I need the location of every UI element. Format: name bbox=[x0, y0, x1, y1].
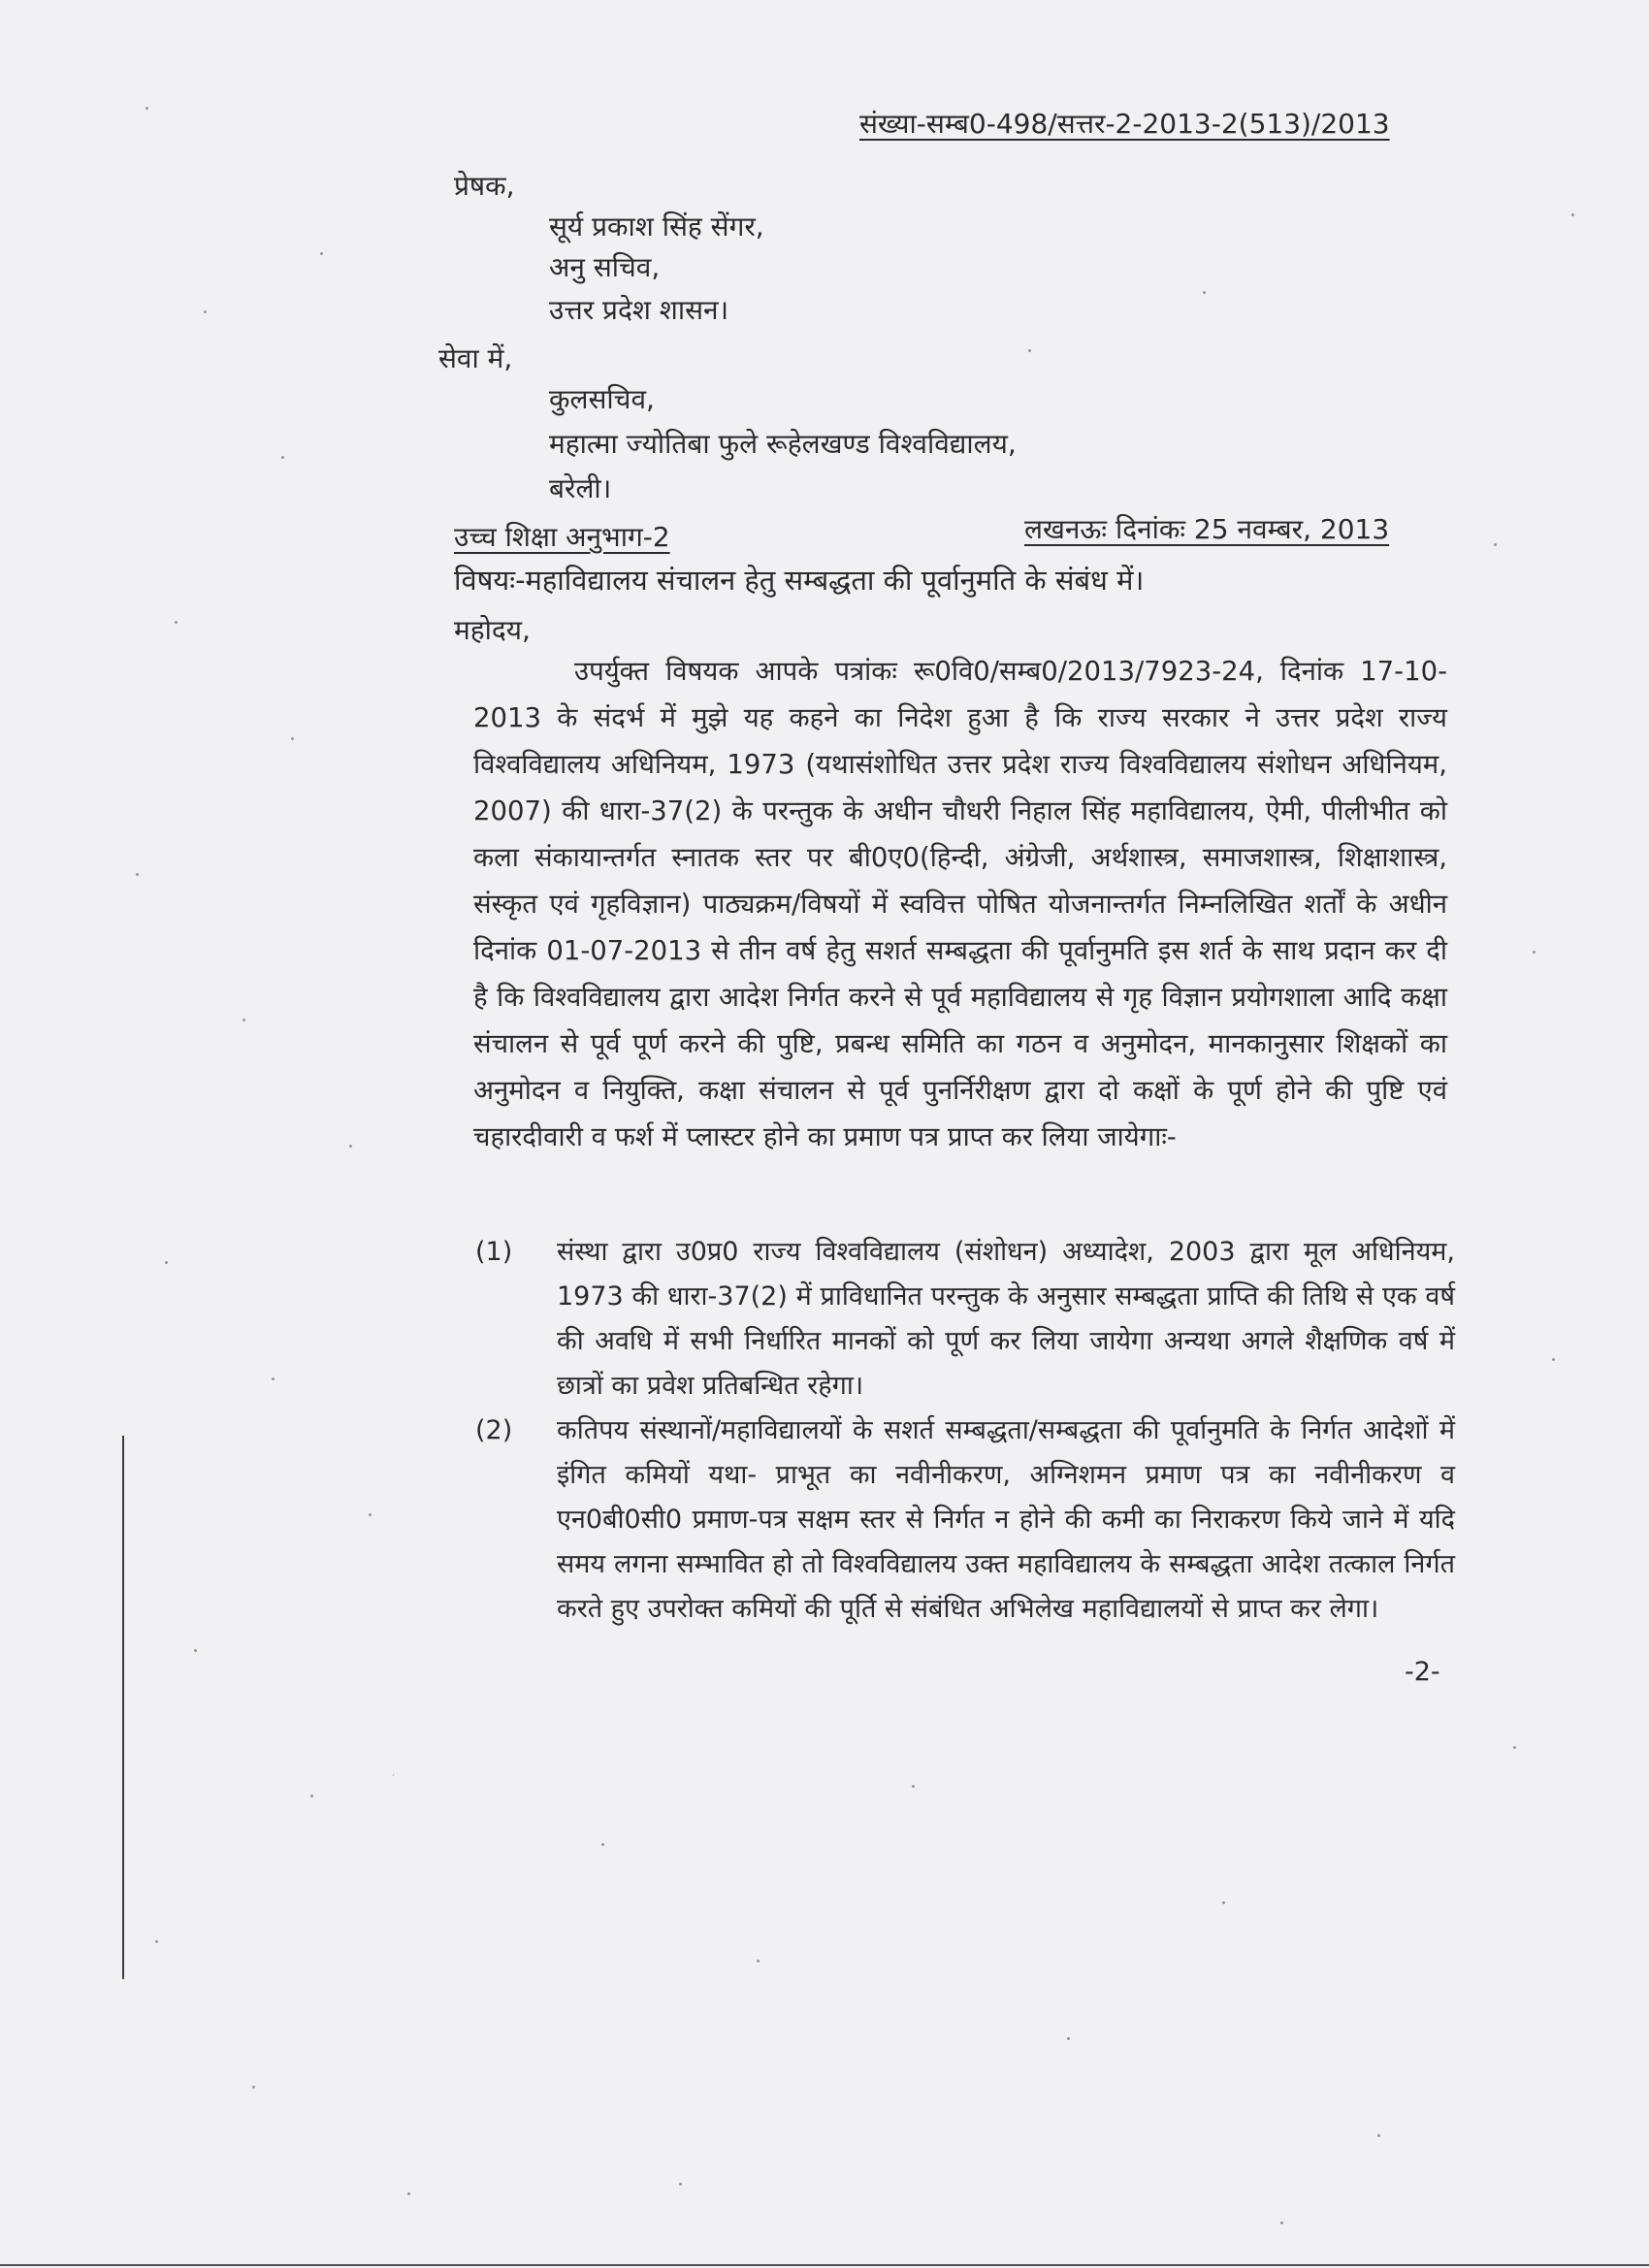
scan-speck bbox=[912, 1785, 915, 1788]
scan-speck bbox=[407, 2192, 410, 2195]
department-section: उच्च शिक्षा अनुभाग-2 bbox=[454, 521, 670, 553]
subject-line: विषयः-महाविद्यालय संचालन हेतु सम्बद्धता की पूर्वानुमति के संबंध में। bbox=[454, 564, 1145, 597]
scan-speck bbox=[1067, 2037, 1070, 2040]
scan-speck bbox=[194, 1649, 197, 1652]
scan-speck bbox=[252, 2086, 255, 2089]
scan-speck bbox=[146, 107, 148, 110]
condition-item bbox=[475, 1409, 1455, 1632]
scan-speck bbox=[281, 456, 284, 459]
condition-number: (2) bbox=[475, 1415, 513, 1445]
scan-speck bbox=[291, 737, 294, 740]
scan-speck bbox=[1571, 213, 1574, 216]
scan-speck bbox=[1494, 543, 1497, 546]
scan-speck bbox=[204, 310, 207, 313]
scan-speck bbox=[1280, 2221, 1283, 2224]
salutation: महोदय, bbox=[454, 614, 531, 646]
scan-speck bbox=[165, 1261, 168, 1264]
recipient-designation: कुलसचिव, bbox=[549, 383, 655, 415]
scan-bottom-edge bbox=[0, 2264, 1649, 2266]
letter-date: लखनऊः दिनांकः 25 नवम्बर, 2013 bbox=[1024, 513, 1390, 545]
scan-speck bbox=[320, 252, 323, 255]
scan-speck bbox=[1513, 1746, 1516, 1749]
scan-speck bbox=[757, 1960, 760, 1962]
sender-label: प्रेषक, bbox=[454, 170, 515, 202]
condition-number: (1) bbox=[475, 1237, 513, 1267]
page-number: -2- bbox=[1405, 1657, 1440, 1687]
condition-item bbox=[475, 1230, 1455, 1409]
scan-speck bbox=[369, 1513, 372, 1516]
scan-speck bbox=[136, 873, 139, 876]
scan-speck bbox=[601, 1843, 604, 1846]
scan-speck bbox=[1028, 349, 1031, 352]
body-paragraph-text: उपर्युक्त विषयक आपके पत्रांकः रू0वि0/सम्ब0/2013/7923-24, दिनांक 17-10-2013 के संदर्भ में मुझे यह कहने का निदेश हुआ है कि राज्य सरकार ने उत्तर प्रदेश राज्य विश्वविद्यालय अधिनियम, 1973 (यथासंशोधित उत्तर प्रदेश राज्य विश्वविद्यालय संशोधन अधिनियम, 2007) की धारा-37(2) के परन्तुक के अधीन चौधरी निहाल सिंह महाविद्यालय, ऐमी, पीलीभीत को कला संकायान्तर्गत स्नातक स्तर पर बी0ए0(हिन्दी, अंग्रेजी, अर्थशास्त्र, समाजशास्त्र, शिक्षाशास्त्र, संस्कृत एवं गृहविज्ञान) पाठ्यक्रम/विषयों में स्ववित्त पोषित योजनान्तर्गत निम्नलिखित शर्तों के अधीन दिनांक 01-07-2013 से तीन वर्ष हेतु सशर्त सम्बद्धता की पूर्वानुमति इस शर्त के साथ प्रदान कर दी है कि विश्वविद्यालय द्वारा आदेश निर्गत करने से पूर्व महाविद्यालय से गृह विज्ञान प्रयोगशाला आदि कक्षा संचालन से पूर्व पूर्ण करने की पुष्टि, प्रबन्ध समिति का गठन व अनुमोदन, मानकानुसार शिक्षकों का अनुमोदन व नियुक्ति, कक्षा संचालन से पूर्व पुनर्निरीक्षण द्वारा दो कक्षों के पूर्ण होने की पुष्टि एवं चहारदीवारी व फर्श में प्लास्टर होने का प्रमाण पत्र प्राप्त कर लिया जायेगाः- bbox=[473, 656, 1447, 1152]
sender-designation: अनु सचिव, bbox=[549, 251, 661, 283]
scan-speck bbox=[175, 621, 178, 624]
scan-speck bbox=[1203, 291, 1206, 294]
scan-speck bbox=[272, 1377, 275, 1380]
condition-text: संस्था द्वारा उ0प्र0 राज्य विश्वविद्यालय (संशोधन) अध्यादेश, 2003 द्वारा मूल अधिनियम, 1973 की धारा-37(2) में प्राविधानित परन्तुक के अनुसार सम्बद्धता प्राप्ति की तिथि से एक वर्ष की अवधि में सभी निर्धारित मानकों को पूर्ण कर लिया जायेगा अन्यथा अगले शैक्षणिक वर्ष में छात्रों का प्रवेश प्रतिबन्धित रहेगा। bbox=[557, 1237, 1455, 1401]
sender-name: सूर्य प्रकाश सिंह सेंगर, bbox=[549, 211, 764, 243]
body-paragraph bbox=[473, 648, 1447, 1160]
scan-speck bbox=[242, 1019, 245, 1021]
scan-margin-line bbox=[122, 1436, 124, 1979]
scan-speck bbox=[310, 1795, 313, 1798]
scan-mark: · bbox=[392, 1771, 395, 1780]
sender-office: उत्तर प्रदेश शासन। bbox=[549, 294, 729, 326]
recipient-city: बरेली। bbox=[549, 472, 612, 504]
condition-text: कतिपय संस्थानों/महाविद्यालयों के सशर्त सम्बद्धता/सम्बद्धता की पूर्वानुमति के निर्गत आदेशों में इंगित कमियों यथा- प्राभूत का नवीनीकरण, अग्निशमन प्रमाण पत्र का नवीनीकरण व एन0बी0सी0 प्रमाण-पत्र सक्षम स्तर से निर्गत न होने की कमी का निराकरण किये जाने में यदि समय लगना सम्भावित हो तो विश्वविद्यालय उक्त महाविद्यालय के सम्बद्धता आदेश तत्काल निर्गत करते हुए उपरोक्त कमियों की पूर्ति से संबंधित अभिलेख महाविद्यालयों से प्राप्त कर लेगा। bbox=[557, 1415, 1455, 1624]
reference-number: संख्या-सम्ब0-498/सत्तर-2-2013-2(513)/2013 bbox=[859, 108, 1390, 140]
scan-speck bbox=[1533, 951, 1536, 954]
scan-speck bbox=[349, 1145, 352, 1148]
scan-speck bbox=[679, 2183, 682, 2186]
recipient-label: सेवा में, bbox=[438, 342, 513, 374]
scan-speck bbox=[1552, 1358, 1555, 1361]
recipient-university: महात्मा ज्योतिबा फुले रूहेलखण्ड विश्वविद्यालय, bbox=[549, 428, 1017, 460]
scan-speck bbox=[1377, 2134, 1380, 2137]
scan-speck bbox=[1222, 1901, 1225, 1904]
scan-speck bbox=[155, 1940, 158, 1943]
